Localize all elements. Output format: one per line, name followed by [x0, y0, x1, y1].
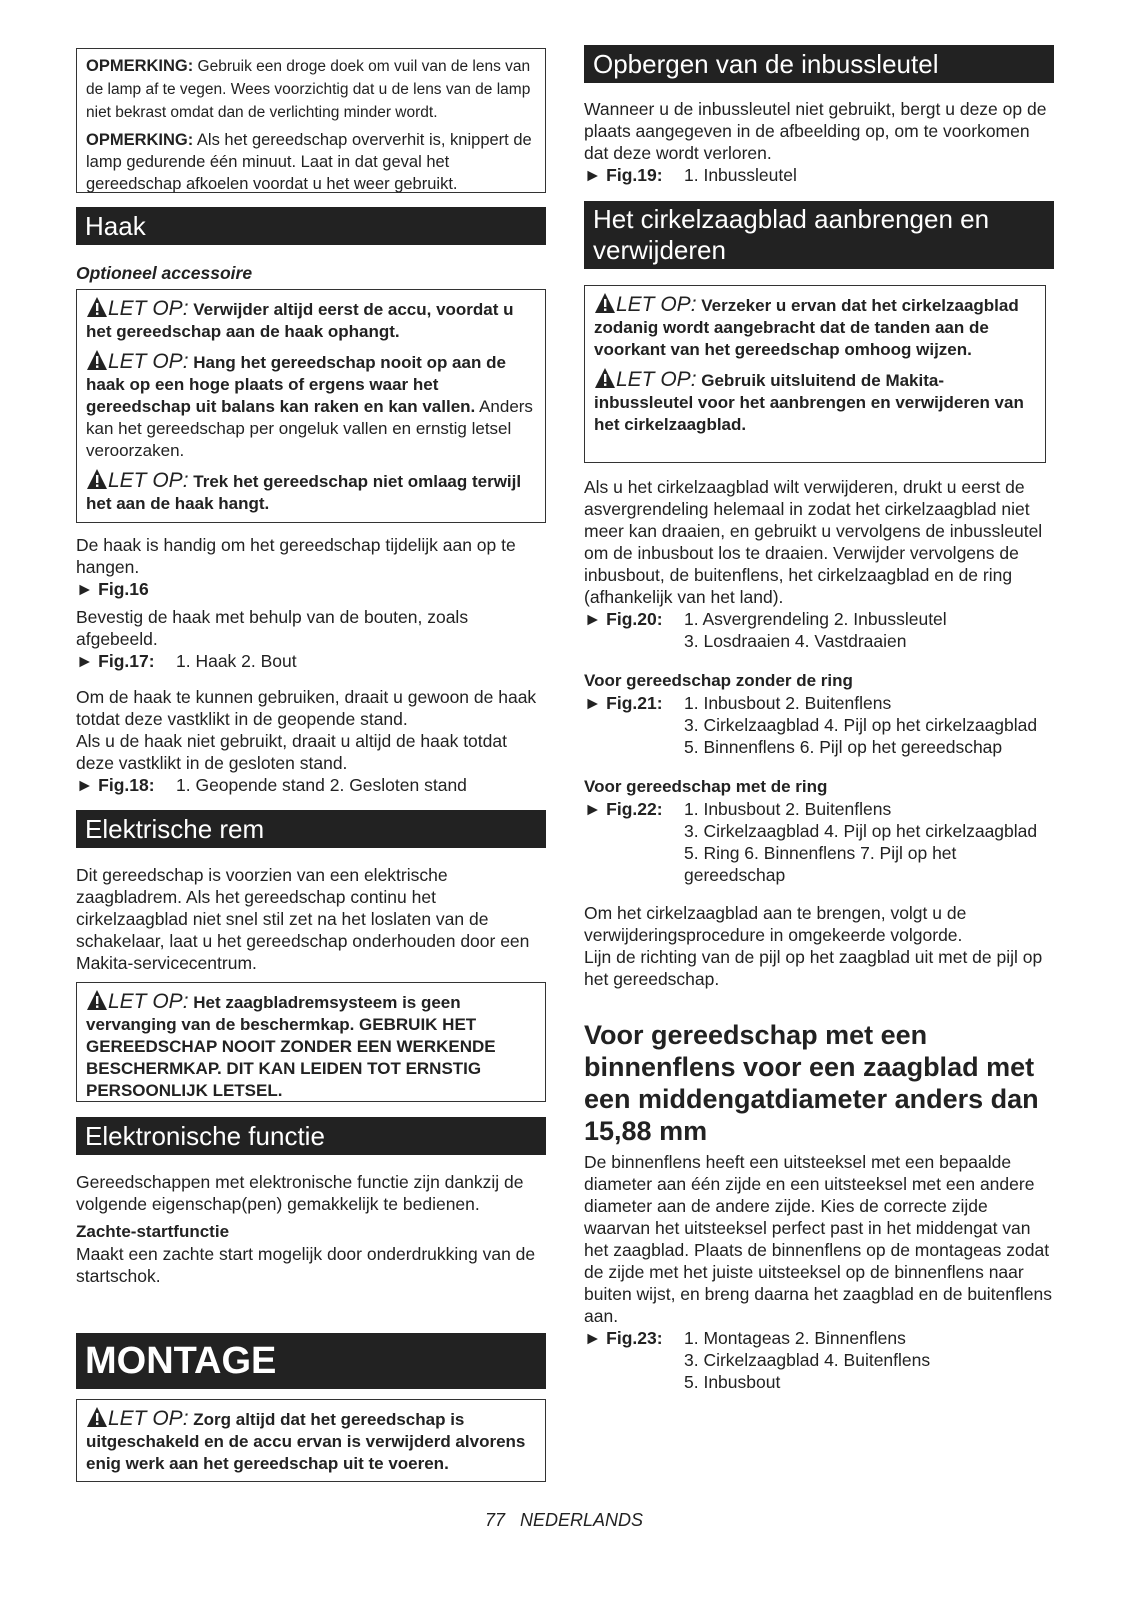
fig17-ref: ► Fig.17: 1. Haak 2. Bout: [76, 651, 297, 671]
caution-box-haak: [76, 289, 546, 523]
caution-haak-2: LET OP: Hang het gereedschap nooit op aan de haak op een hoge plaats of ergens waar het gereedschap uit balans kan raken en kan vallen. Anders kan het gereedschap per ongeluk vallen en ernstig letsel veroorzaken.: [86, 350, 533, 460]
warning-triangle-icon: [86, 296, 108, 318]
warning-triangle-icon: [86, 349, 108, 371]
fig23-ref: ► Fig.23: 1. Montageas 2. Binnenflens: [584, 1328, 906, 1348]
opbergen-text: [584, 98, 1054, 186]
fig22-line2: 3. Cirkelzaagblad 4. Pijl op het cirkelzaagblad 5. Ring 6. Binnenflens 7. Pijl op het gereedschap: [684, 821, 1038, 885]
caution-haak-1: LET OP: Verwijder altijd eerst de accu, voordat u het gereedschap aan de haak ophangt.: [86, 297, 514, 341]
fig16-ref: ► Fig.16: [76, 579, 149, 599]
rem-p1: Dit gereedschap is voorzien van een elektrische zaagbladrem. Als het gereedschap continu het cirkelzaagblad niet snel stil zet na het loslaten van de schakelaar, laat u het gereedschap onderhouden door een Makita-servicecentrum.: [76, 865, 530, 973]
fig23-line3: 5. Inbusbout: [684, 1372, 781, 1392]
note-1: OPMERKING: Gebruik een droge doek om vuil van de lens van de lamp af te vegen. Wees voorzichtig dat u de lens van de lamp niet bekrast omdat dan de verlichting minder wordt.: [86, 57, 531, 121]
cirkel-p2: Om het cirkelzaagblad aan te brengen, volgt u de verwijderingsprocedure in omgekeerde volgorde.: [584, 903, 967, 945]
optional-accessory-label: Optioneel accessoire: [76, 263, 253, 283]
note-2: OPMERKING: Als het gereedschap oververhit is, knippert de lamp gedurende één minuut. Laat in dat geval het gereedschap afkoelen voordat u het weer gebruikt.: [86, 131, 532, 193]
haak-p1: De haak is handig om het gereedschap tijdelijk aan op te hangen.: [76, 535, 516, 577]
cirkel-p1: Als u het cirkelzaagblad wilt verwijderen, drukt u eerst de asvergrendeling helemaal in zodat het cirkelzaagblad niet meer kan draaien, en gebruikt u vervolgens de inbussleutel om de inbusbout los te draaien. Verwijder vervolgens de inbusbout, de buitenflens, het cirkelzaagblad en de ring (afhankelijk van het land).: [584, 477, 1043, 607]
section-header-elektronisch: Elektronische functie: [76, 1117, 546, 1155]
warning-triangle-icon: [86, 468, 108, 490]
fig20-ref: ► Fig.20: 1. Asvergrendeling 2. Inbussleutel: [584, 609, 947, 629]
binnenflens-heading: Voor gereedschap met een binnenflens voor een zaagblad met een middengatdiameter anders dan 15,88 mm: [584, 1020, 1039, 1146]
fig18-ref: ► Fig.18: 1. Geopende stand 2. Gesloten stand: [76, 775, 467, 795]
section-header-cirkel: Het cirkelzaagblad aanbrengen en verwijderen: [584, 201, 1054, 269]
fig21-line2: 3. Cirkelzaagblad 4. Pijl op het cirkelzaagblad 5. Binnenflens 6. Pijl op het gereedschap: [684, 715, 1038, 757]
with-ring-heading: Voor gereedschap met de ring: [584, 777, 828, 796]
warning-triangle-icon: [86, 1406, 108, 1428]
caution-box-montage: [76, 1399, 546, 1482]
caution-rem: LET OP: Het zaagbladremsysteem is geen vervanging van de beschermkap. GEBRUIK HET GEREEDSCHAP NOOIT ZONDER EEN WERKENDE BESCHERMKAP. DIT KAN LEIDEN TOT ERNSTIG PERSOONLIJK LETSEL.: [86, 990, 496, 1100]
haak-p4: Als u de haak niet gebruikt, draait u altijd de haak totdat deze vastklikt in de gesloten stand.: [76, 731, 507, 773]
caution-box-rem: [76, 982, 546, 1102]
note-box: [76, 48, 546, 193]
caution-cirkel-1: LET OP: Verzeker u ervan dat het cirkelzaagblad zodanig wordt aangebracht dat de tanden aan de voorkant van het gereedschap omhoog wijzen.: [594, 293, 1019, 359]
haak-p2: Bevestig de haak met behulp van de bouten, zoals afgebeeld.: [76, 607, 469, 649]
fig22-ref: ► Fig.22: 1. Inbusbout 2. Buitenflens: [584, 799, 892, 819]
fig19-ref: ► Fig.19: 1. Inbussleutel: [584, 165, 797, 185]
binnenflens-text: [584, 1151, 1054, 1393]
caution-cirkel-2: LET OP: Gebruik uitsluitend de Makita-inbussleutel voor het aanbrengen en verwijderen van het cirkelzaagblad.: [594, 368, 1024, 434]
soft-start-heading: Zachte-startfunctie: [76, 1222, 230, 1241]
caution-box-cirkel: [584, 285, 1046, 463]
without-ring-heading: Voor gereedschap zonder de ring: [584, 671, 853, 690]
warning-triangle-icon: [594, 292, 616, 314]
section-header-rem: Elektrische rem: [76, 810, 546, 848]
caution-montage: LET OP: Zorg altijd dat het gereedschap is uitgeschakeld en de accu ervan is verwijderd alvorens enig werk aan het gereedschap uit te voeren.: [86, 1407, 526, 1473]
elektronisch-p1: Gereedschappen met elektronische functie zijn dankzij de volgende eigenschap(pen) gemakkelijk te bedienen.: [76, 1172, 524, 1214]
binnenflens-p1: De binnenflens heeft een uitsteeksel met een bepaalde diameter aan één zijde en een uitsteeksel met een andere diameter aan de andere zijde. Kies de correcte zijde waarvan het uitsteeksel perfect past in het middengat van het zaagblad. Plaats de binnenflens op de montageas zodat de zijde met het juiste uitsteeksel op de binnenflens naar buiten wijst, en breng daarna het zaagblad en de buitenflens aan.: [584, 1152, 1052, 1326]
fig20-line2: 3. Losdraaien 4. Vastdraaien: [684, 631, 907, 651]
cirkel-p3: Lijn de richting van de pijl op het zaagblad uit met de pijl op het gereedschap.: [584, 947, 1043, 989]
elektronisch-text: [76, 1171, 546, 1287]
opbergen-p1: Wanneer u de inbussleutel niet gebruikt, bergt u deze op de plaats aangegeven in de afbeelding op, om te voorkomen dat deze wordt verloren.: [584, 99, 1047, 163]
caution-haak-3: LET OP: Trek het gereedschap niet omlaag terwijl het aan de haak hangt.: [86, 469, 522, 513]
section-header-opbergen: Opbergen van de inbussleutel: [584, 45, 1054, 83]
fig23-line2: 3. Cirkelzaagblad 4. Buitenflens: [684, 1350, 931, 1370]
haak-text: [76, 534, 546, 796]
warning-triangle-icon: [86, 989, 108, 1011]
section-header-montage: MONTAGE: [76, 1333, 546, 1389]
warning-triangle-icon: [594, 367, 616, 389]
cirkel-text: [584, 476, 1054, 990]
section-header-haak: Haak: [76, 207, 546, 245]
haak-p3: Om de haak te kunnen gebruiken, draait u gewoon de haak totdat deze vastklikt in de geopende stand.: [76, 687, 537, 729]
fig21-ref: ► Fig.21: 1. Inbusbout 2. Buitenflens: [584, 693, 892, 713]
elektronisch-p2: Maakt een zachte start mogelijk door onderdrukking van de startschok.: [76, 1244, 536, 1286]
page-footer: 77 NEDERLANDS: [484, 1510, 644, 1530]
